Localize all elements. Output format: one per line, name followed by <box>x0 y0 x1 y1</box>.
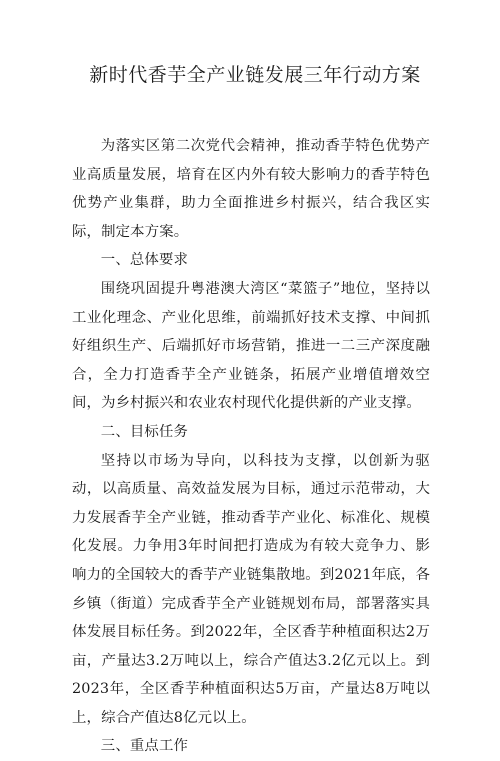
document-body <box>72 132 430 761</box>
document-title: 新时代香芋全产业链发展三年行动方案 <box>89 64 421 86</box>
section-heading-general-requirements: 一、总体要求 <box>100 252 189 269</box>
general-requirements-paragraph: 围绕巩固提升粤港澳大湾区“菜篮子”地位，坚持以工业化理念、产业化思维，前端抓好技术支撑、中间抓好组织生产、后端抓好市场营销，推进一二三产深度融合，全力打造香芋全产业链条，拓展产业增值增效空间，为乡村振兴和农业农村现代化提供新的产业支撑。 <box>72 280 430 412</box>
section-heading-key-work: 三、重点工作 <box>100 738 189 755</box>
section-heading-goals-tasks: 二、目标任务 <box>100 423 189 440</box>
goals-tasks-paragraph: 坚持以市场为导向，以科技为支撑，以创新为驱动，以高质量、高效益发展为目标，通过示范带动，大力发展香芋全产业链，推动香芋产业化、标准化、规模化发展。力争用3年时间把打造成为有较大竞争力、影响力的全国较大的香芋产业链集散地。到2021年底，各乡镇（街道）完成香芋全产业链规划布局，部署落实具体发展目标任务。到2022年，全区香芋种植面积达2万亩，产量达3.2万吨以上，综合产值达3.2亿元以上。到2023年，全区香芋种植面积达5万亩，产量达8万吨以上，综合产值达8亿元以上。 <box>72 452 430 726</box>
intro-paragraph: 为落实区第二次党代会精神，推动香芋特色优势产业高质量发展，培育在区内外有较大影响力的香芋特色优势产业集群，助力全面推进乡村振兴，结合我区实际，制定本方案。 <box>72 138 430 240</box>
